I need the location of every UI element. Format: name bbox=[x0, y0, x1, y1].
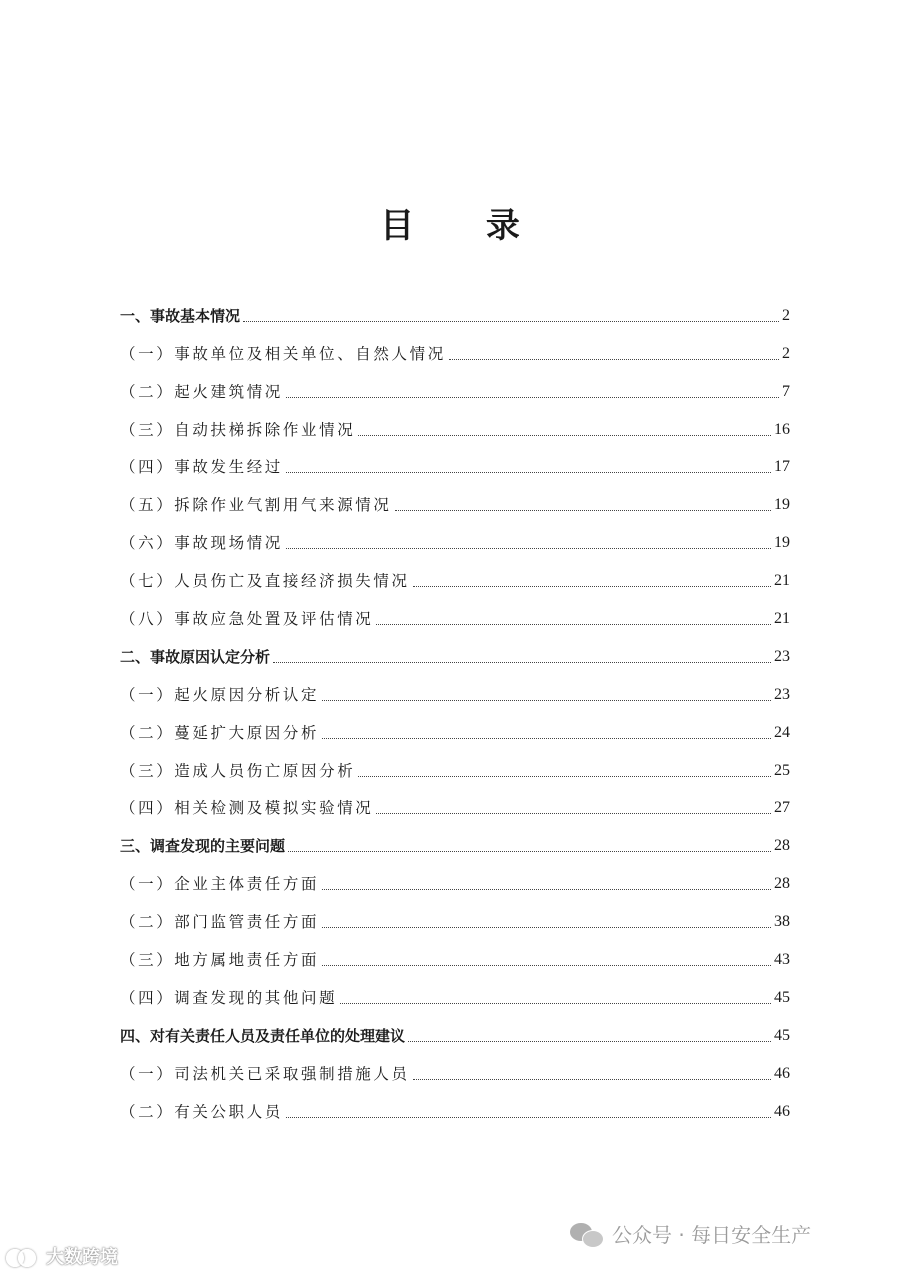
toc-entry-label: （二）起火建筑情况 bbox=[120, 382, 283, 401]
toc-dot-leader bbox=[322, 889, 771, 890]
toc-entry-label: （五）拆除作业气割用气来源情况 bbox=[120, 496, 392, 515]
toc-entry-page: 2 bbox=[782, 306, 790, 324]
toc-entry-page: 24 bbox=[774, 723, 790, 741]
toc-entry[interactable] bbox=[120, 366, 790, 404]
toc-entry-page: 17 bbox=[774, 458, 790, 476]
toc-entry-label: （一）企业主体责任方面 bbox=[120, 875, 320, 894]
toc-entry-label: （六）事故现场情况 bbox=[120, 534, 283, 553]
toc-entry-page: 45 bbox=[774, 988, 790, 1006]
table-of-contents bbox=[120, 290, 790, 1124]
toc-entry-label: （一）起火原因分析认定 bbox=[120, 685, 320, 704]
toc-entry[interactable] bbox=[120, 555, 790, 593]
toc-dot-leader bbox=[358, 776, 771, 777]
toc-entry[interactable] bbox=[120, 858, 790, 896]
toc-dot-leader bbox=[286, 548, 771, 549]
toc-entry-page: 23 bbox=[774, 685, 790, 703]
toc-entry[interactable] bbox=[120, 896, 790, 934]
toc-entry-label: （四）事故发生经过 bbox=[120, 458, 283, 477]
toc-dot-leader bbox=[376, 624, 771, 625]
toc-entry-page: 27 bbox=[774, 799, 790, 817]
toc-entry[interactable] bbox=[120, 783, 790, 821]
toc-entry-label: （二）蔓延扩大原因分析 bbox=[120, 723, 320, 742]
toc-dot-leader bbox=[322, 700, 771, 701]
toc-entry-label: （四）调查发现的其他问题 bbox=[120, 988, 338, 1007]
toc-entry-label: （一）事故单位及相关单位、自然人情况 bbox=[120, 344, 446, 363]
toc-entry[interactable] bbox=[120, 442, 790, 480]
toc-entry-label: （三）自动扶梯拆除作业情况 bbox=[120, 420, 356, 439]
toc-entry-label: （七）人员伤亡及直接经济损失情况 bbox=[120, 572, 410, 591]
toc-entry[interactable] bbox=[120, 669, 790, 707]
toc-entry[interactable] bbox=[120, 745, 790, 783]
toc-entry[interactable] bbox=[120, 1010, 790, 1048]
toc-dot-leader bbox=[340, 1003, 771, 1004]
toc-entry-page: 45 bbox=[774, 1026, 790, 1044]
toc-entry-page: 46 bbox=[774, 1064, 790, 1082]
watermark-right-text: 公众号 · 每日安全生产 bbox=[612, 1223, 812, 1247]
toc-entry-page: 28 bbox=[774, 875, 790, 893]
toc-entry-label: （一）司法机关已采取强制措施人员 bbox=[120, 1064, 410, 1083]
toc-entry[interactable] bbox=[120, 517, 790, 555]
toc-entry-label: 一、事故基本情况 bbox=[120, 306, 241, 325]
toc-entry-page: 21 bbox=[774, 572, 790, 590]
toc-entry-label: （三）地方属地责任方面 bbox=[120, 951, 320, 970]
toc-entry[interactable] bbox=[120, 631, 790, 669]
toc-entry-label: 四、对有关责任人员及责任单位的处理建议 bbox=[120, 1026, 406, 1045]
toc-entry-page: 19 bbox=[774, 496, 790, 514]
toc-dot-leader bbox=[273, 662, 771, 663]
watermark-left-text: 大数跨境 bbox=[46, 1247, 118, 1268]
toc-entry[interactable] bbox=[120, 328, 790, 366]
toc-dot-leader bbox=[288, 851, 771, 852]
toc-entry-page: 19 bbox=[774, 534, 790, 552]
toc-entry-label: （三）造成人员伤亡原因分析 bbox=[120, 761, 356, 780]
toc-dot-leader bbox=[395, 510, 771, 511]
toc-entry[interactable] bbox=[120, 820, 790, 858]
toc-entry[interactable] bbox=[120, 972, 790, 1010]
toc-dot-leader bbox=[286, 397, 779, 398]
toc-entry-label: （八）事故应急处置及评估情况 bbox=[120, 610, 374, 629]
toc-entry-page: 7 bbox=[782, 382, 790, 400]
wechat-icon bbox=[570, 1221, 604, 1247]
toc-entry-page: 25 bbox=[774, 761, 790, 779]
toc-dot-leader bbox=[286, 472, 771, 473]
toc-entry[interactable] bbox=[120, 1086, 790, 1124]
toc-entry[interactable] bbox=[120, 290, 790, 328]
toc-dot-leader bbox=[322, 965, 771, 966]
page-title: 目 录 bbox=[380, 206, 550, 246]
toc-entry-page: 46 bbox=[774, 1102, 790, 1120]
toc-entry[interactable] bbox=[120, 1048, 790, 1086]
toc-entry-page: 21 bbox=[774, 610, 790, 628]
toc-entry-page: 16 bbox=[774, 420, 790, 438]
toc-dot-leader bbox=[322, 927, 771, 928]
toc-entry-label: （二）有关公职人员 bbox=[120, 1102, 283, 1121]
toc-entry-page: 38 bbox=[774, 913, 790, 931]
toc-entry-page: 43 bbox=[774, 951, 790, 969]
toc-entry[interactable] bbox=[120, 707, 790, 745]
toc-entry[interactable] bbox=[120, 404, 790, 442]
toc-dot-leader bbox=[358, 435, 771, 436]
toc-dot-leader bbox=[408, 1041, 771, 1042]
toc-dot-leader bbox=[449, 359, 779, 360]
toc-dot-leader bbox=[322, 738, 771, 739]
toc-entry[interactable] bbox=[120, 479, 790, 517]
toc-dot-leader bbox=[286, 1117, 771, 1118]
toc-dot-leader bbox=[243, 321, 779, 322]
watermark-brand bbox=[6, 1243, 118, 1269]
loop-icon bbox=[6, 1247, 42, 1265]
toc-entry-label: （四）相关检测及模拟实验情况 bbox=[120, 799, 374, 818]
toc-dot-leader bbox=[413, 586, 771, 587]
toc-dot-leader bbox=[413, 1079, 771, 1080]
toc-entry-label: 二、事故原因认定分析 bbox=[120, 647, 271, 666]
toc-entry[interactable] bbox=[120, 934, 790, 972]
toc-entry-label: （二）部门监管责任方面 bbox=[120, 913, 320, 932]
toc-entry-page: 2 bbox=[782, 344, 790, 362]
watermark-wechat bbox=[570, 1219, 811, 1248]
toc-entry-label: 三、调查发现的主要问题 bbox=[120, 837, 286, 856]
toc-entry[interactable] bbox=[120, 593, 790, 631]
toc-entry-page: 28 bbox=[774, 837, 790, 855]
toc-dot-leader bbox=[376, 813, 771, 814]
toc-entry-page: 23 bbox=[774, 647, 790, 665]
